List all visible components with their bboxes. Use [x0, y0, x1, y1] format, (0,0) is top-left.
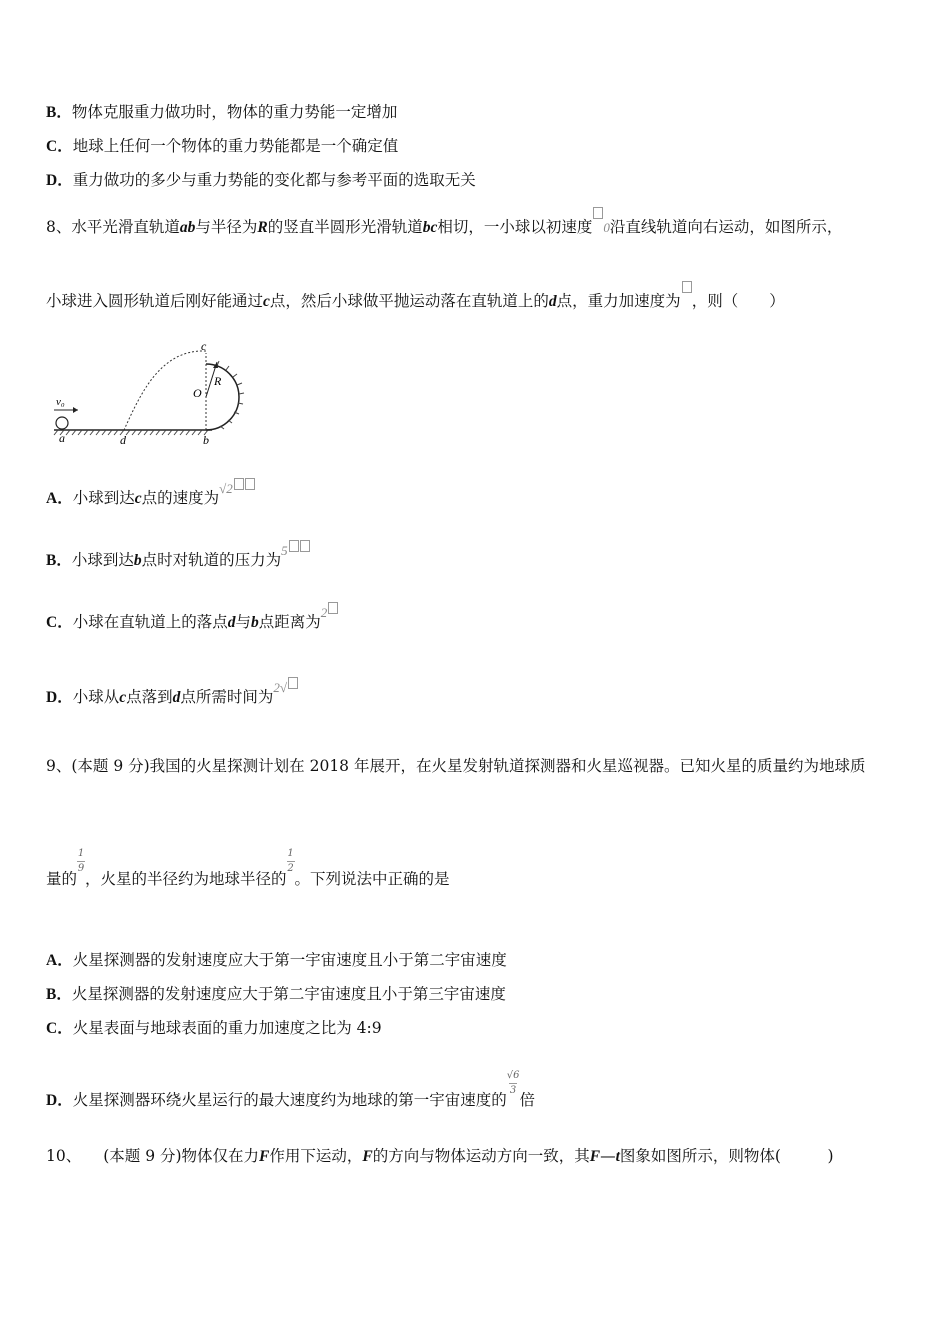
- option-b-prev: [46, 102, 397, 123]
- q9-option-a: [46, 950, 507, 971]
- var-ab: ab: [179, 219, 196, 236]
- q10-text: 作用下运动，: [269, 1147, 363, 1165]
- q10-text: 的方向与物体运动方向一致，其: [372, 1147, 590, 1165]
- option-label: C．: [46, 138, 73, 155]
- formula-placeholder-icon: [245, 478, 255, 490]
- var-b: b: [133, 552, 142, 569]
- option-label: C．: [46, 1020, 73, 1037]
- option-text: 火星探测器环绕火星运行的最大速度约为地球的第一宇宙速度的: [72, 1091, 507, 1109]
- option-text: 重力做功的多少与重力势能的变化都与参考平面的选取无关: [72, 171, 476, 189]
- var-d: d: [172, 689, 181, 706]
- option-text: 地球上任何一个物体的重力势能都是一个确定值: [72, 137, 399, 155]
- fraction-numerator: 1: [287, 848, 294, 859]
- fraction-sqrt6-3: [507, 1070, 520, 1097]
- fraction-denominator: 9: [77, 863, 85, 874]
- option-label: D．: [46, 1092, 73, 1109]
- fraction-denominator: 3: [509, 1085, 517, 1096]
- option-text: 小球到达: [72, 489, 135, 507]
- var-bc: bc: [422, 219, 438, 236]
- label-c: c: [201, 339, 207, 353]
- option-text: 小球在直轨道上的落点: [72, 613, 228, 631]
- q10-line1: [46, 1146, 834, 1167]
- q8-line1: [46, 217, 842, 238]
- option-text: 倍: [519, 1091, 535, 1109]
- formula-placeholder-icon: [234, 478, 244, 490]
- q8-text: ，则（ ）: [691, 292, 785, 310]
- formula-placeholder-icon: [288, 677, 298, 689]
- option-label: C．: [46, 614, 73, 631]
- semicircle-track: [206, 364, 239, 430]
- fraction-1-2: [287, 848, 295, 875]
- q10-number-text: 10、: [46, 1147, 82, 1165]
- q8-text: 小球进入圆形轨道后刚好能通过: [46, 292, 264, 310]
- q8-text: 点，然后小球做平抛运动落在直轨道上的: [269, 292, 549, 310]
- option-text: 点落到: [126, 688, 173, 706]
- v0-subscript: 0: [603, 220, 610, 235]
- formula-placeholder-icon: [328, 602, 338, 614]
- var-c: c: [134, 490, 142, 507]
- var-F: F: [362, 1148, 373, 1165]
- q9-line1: [46, 756, 865, 776]
- option-text: 小球到达: [71, 551, 134, 569]
- label-R: R: [214, 374, 222, 388]
- track-diagram: [50, 335, 260, 450]
- option-text: 火星表面与地球表面的重力加速度之比为 4:9: [72, 1019, 382, 1037]
- q8-text: 点，重力加速度为: [556, 292, 681, 310]
- q8-text: 的竖直半圆形光滑轨道: [267, 218, 423, 236]
- q8-text: 相切，一小球以初速度: [437, 218, 593, 236]
- option-text: 物体克服重力做功时，物体的重力势能一定增加: [71, 103, 398, 121]
- option-label: A．: [46, 952, 73, 969]
- ball: [56, 417, 68, 429]
- q8-text: 与半径为: [195, 218, 258, 236]
- q8-option-b: [46, 543, 310, 571]
- q9-option-d: [46, 1070, 535, 1111]
- var-d: d: [227, 614, 236, 631]
- option-text: 点时对轨道的压力为: [141, 551, 282, 569]
- option-c-prev: [46, 136, 398, 157]
- option-text: 小球从: [72, 688, 120, 706]
- formula-math: 5: [281, 543, 288, 558]
- fraction-numerator: √6: [506, 1070, 520, 1081]
- option-text: 点的速度为: [141, 489, 220, 507]
- q8-option-a: [46, 481, 255, 509]
- var-c: c: [119, 689, 127, 706]
- q8-option-c: [46, 605, 338, 633]
- option-label: B．: [46, 552, 72, 569]
- var-c: c: [263, 293, 270, 310]
- formula-placeholder-icon: [300, 540, 310, 552]
- fraction-numerator: 1: [77, 848, 85, 859]
- label-v0: v₀: [56, 396, 65, 408]
- q8-option-d: [46, 680, 298, 708]
- formula-placeholder-icon: [593, 207, 603, 219]
- option-d-prev: [46, 170, 476, 191]
- velocity-arrowhead: [73, 407, 78, 413]
- option-text: 点所需时间为: [180, 688, 274, 706]
- var-R: R: [257, 219, 268, 236]
- q10-text: 图象如图所示，则物体( ): [619, 1147, 834, 1165]
- option-text: 火星探测器的发射速度应大于第二宇宙速度且小于第三宇宙速度: [71, 985, 506, 1003]
- option-label: D．: [46, 689, 73, 706]
- q9-text: 9、(本题 9 分)我国的火星探测计划在 2018 年展开，在火星发射轨道探测器和火星巡视器。已知火星的质量约为地球质: [46, 757, 866, 775]
- formula-math: 2√: [273, 680, 288, 695]
- q9-text: ，火星的半径约为地球半径的: [85, 870, 287, 888]
- label-d: d: [120, 433, 126, 447]
- option-label: B．: [46, 104, 72, 121]
- option-text: 点距离为: [258, 613, 321, 631]
- q9-option-b: [46, 984, 506, 1005]
- q9-text: 量的: [46, 870, 78, 888]
- var-F: F: [589, 1148, 601, 1165]
- var-d: d: [548, 293, 557, 310]
- q10-text: (本题 9 分)物体仅在力: [103, 1147, 260, 1165]
- option-text: 与: [235, 613, 251, 631]
- formula-placeholder-icon: [289, 540, 299, 552]
- q8-text: 沿直线轨道向右运动，如图所示，: [609, 218, 843, 236]
- option-text: 火星探测器的发射速度应大于第一宇宙速度且小于第二宇宙速度: [72, 951, 507, 969]
- formula-math: 2: [320, 605, 328, 620]
- formula-math: √2: [219, 481, 233, 496]
- option-label: B．: [46, 986, 72, 1003]
- dash: —: [600, 1147, 616, 1165]
- option-label: A．: [46, 490, 73, 507]
- fraction-1-9: [77, 848, 85, 875]
- var-t: t: [615, 1148, 620, 1165]
- q8-line2: [46, 291, 785, 312]
- label-b: b: [203, 433, 209, 447]
- formula-placeholder-icon: [682, 281, 692, 293]
- var-b: b: [250, 614, 259, 631]
- var-F: F: [259, 1148, 270, 1165]
- q9-text: 。下列说法中正确的是: [294, 870, 450, 888]
- q8-number-text: 8、水平光滑直轨道: [46, 218, 180, 236]
- label-O: O: [193, 386, 202, 400]
- q9-line2: [46, 848, 450, 889]
- label-a: a: [59, 431, 65, 445]
- fraction-denominator: 2: [287, 863, 294, 874]
- q9-option-c: [46, 1018, 382, 1039]
- option-label: D．: [46, 172, 73, 189]
